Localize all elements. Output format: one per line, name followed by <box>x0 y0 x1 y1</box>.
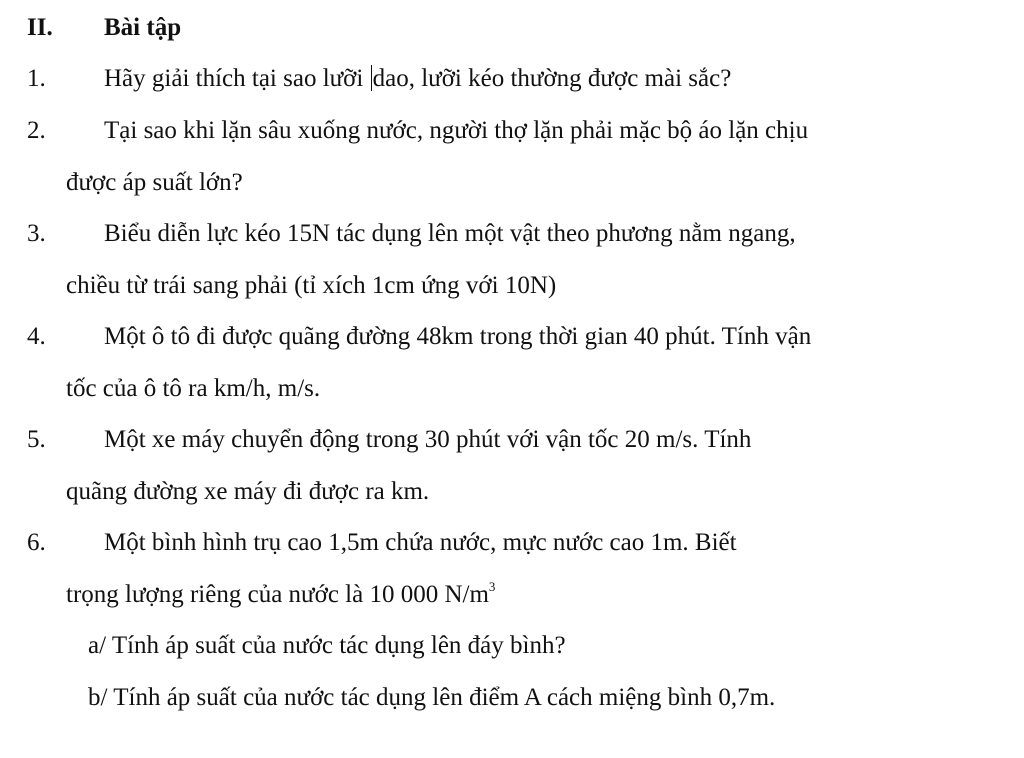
section-title: Bài tập <box>104 14 182 41</box>
question-3-line1: Biểu diễn lực kéo 15N tác dụng lên một vật theo phương nằm ngang, <box>104 220 796 247</box>
question-5-number: 5. <box>27 426 46 453</box>
cubic-superscript: 3 <box>488 579 496 594</box>
section-number: II. <box>27 14 53 41</box>
question-6-line2 <box>66 578 495 612</box>
question-6-part-a-text: a/ Tính áp suất của nước tác dụng lên đáy bình? <box>88 632 566 659</box>
question-1-text-part1: Hãy giải thích tại sao lưỡi <box>104 65 370 92</box>
question-2-number: 2. <box>27 117 46 144</box>
question-6-number: 6. <box>27 529 46 556</box>
question-4-line2: tốc của ô tô ra km/h, m/s. <box>66 375 321 402</box>
question-3-line2: chiều từ trái sang phải (tỉ xích 1cm ứng với 10N) <box>66 272 557 299</box>
question-4-line1: Một ô tô đi được quãng đường 48km trong thời gian 40 phút. Tính vận <box>104 323 812 350</box>
question-2-line2: được áp suất lớn? <box>66 169 243 196</box>
question-4-number: 4. <box>27 323 46 350</box>
question-1-text <box>104 62 731 96</box>
question-1-number: 1. <box>27 65 46 92</box>
question-5-line2: quãng đường xe máy đi được ra km. <box>66 478 430 505</box>
text-cursor <box>371 65 372 91</box>
question-6-part-b-text: b/ Tính áp suất của nước tác dụng lên điểm A cách miệng bình 0,7m. <box>88 684 776 711</box>
question-6-line1: Một bình hình trụ cao 1,5m chứa nước, mực nước cao 1m. Biết <box>104 529 737 556</box>
question-2-line1: Tại sao khi lặn sâu xuống nước, người thợ lặn phải mặc bộ áo lặn chịu <box>104 117 809 144</box>
question-3-number: 3. <box>27 220 46 247</box>
question-5-line1: Một xe máy chuyển động trong 30 phút với vận tốc 20 m/s. Tính <box>104 426 752 453</box>
question-6-line2-main: trọng lượng riêng của nước là 10 000 N/m <box>66 581 489 608</box>
question-1-text-part2: dao, lưỡi kéo thường được mài sắc? <box>372 65 732 92</box>
